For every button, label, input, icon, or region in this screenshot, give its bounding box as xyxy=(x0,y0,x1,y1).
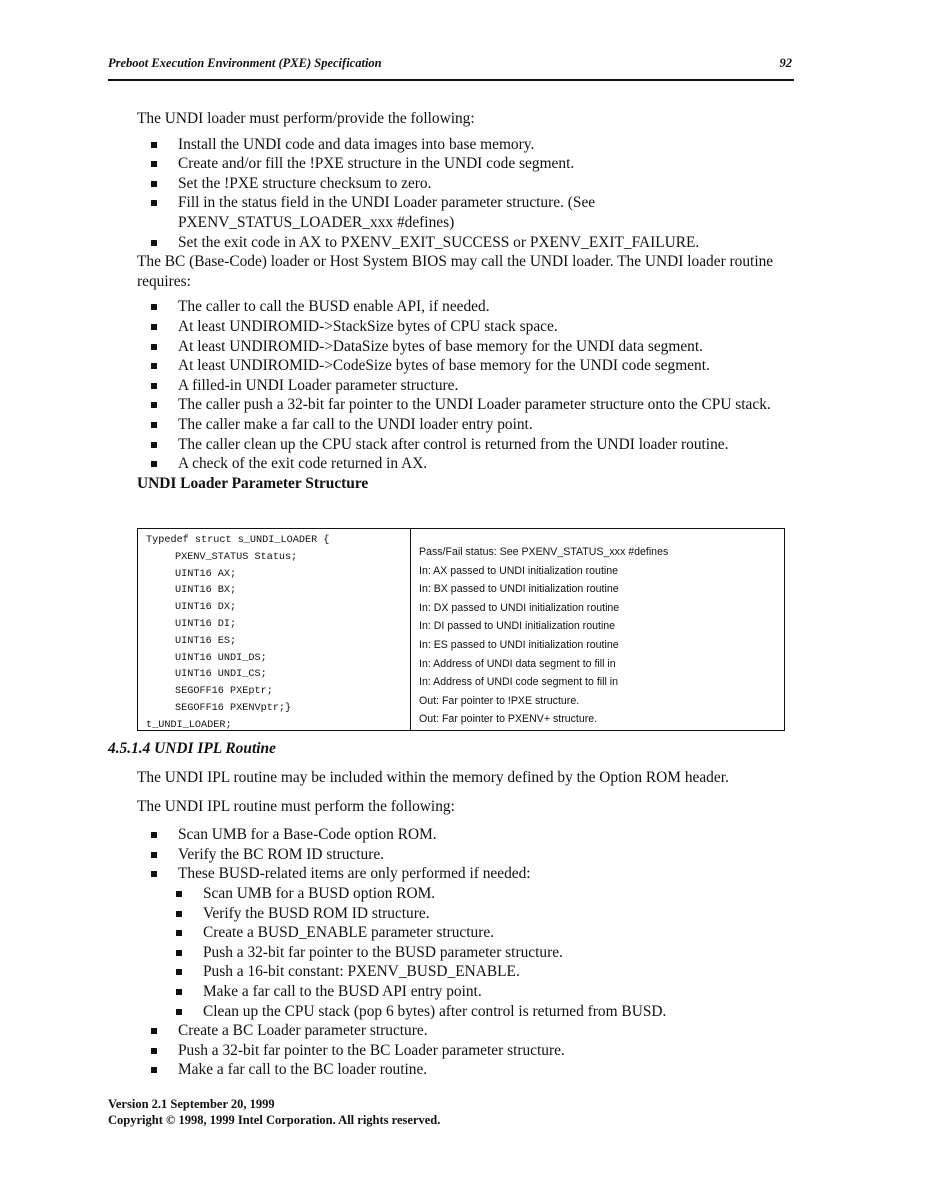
code-line: UINT16 DX; xyxy=(175,602,237,614)
desc-line: In: Address of UNDI code segment to fill in xyxy=(419,676,619,689)
list-item: Verify the BUSD ROM ID structure. xyxy=(137,904,797,924)
list-item: Scan UMB for a BUSD option ROM. xyxy=(137,884,797,904)
list-item: At least UNDIROMID->DataSize bytes of base memory for the UNDI data segment. xyxy=(137,337,787,357)
code-line: UINT16 UNDI_DS; xyxy=(175,652,267,664)
desc-line: In: DX passed to UNDI initialization routine xyxy=(419,601,620,614)
code-line: t_UNDI_LOADER; xyxy=(146,719,232,731)
desc-line: In: AX passed to UNDI initialization routine xyxy=(419,564,619,577)
struct-table xyxy=(137,528,785,731)
ipl-list-tail xyxy=(137,1021,797,1080)
list-item: Make a far call to the BC loader routine. xyxy=(137,1060,797,1080)
list-item: Set the !PXE structure checksum to zero. xyxy=(137,174,787,194)
code-line: UINT16 UNDI_CS; xyxy=(175,669,267,681)
footer-copyright: Copyright © 1998, 1999 Intel Corporation. All rights reserved. xyxy=(108,1112,441,1127)
code-line: UINT16 ES; xyxy=(175,635,237,647)
main-content xyxy=(137,109,787,493)
list-item: Create a BC Loader parameter structure. xyxy=(137,1021,797,1041)
list-item: At least UNDIROMID->CodeSize bytes of base memory for the UNDI code segment. xyxy=(137,356,787,376)
list-item: The caller push a 32-bit far pointer to the UNDI Loader parameter structure onto the CPU stack. xyxy=(137,395,787,415)
list-item: Fill in the status field in the UNDI Loader parameter structure. (See PXENV_STATUS_LOADER_xxx #defines) xyxy=(137,193,787,232)
ipl-content xyxy=(137,768,797,1080)
list-item: Push a 32-bit far pointer to the BUSD parameter structure. xyxy=(137,943,797,963)
code-line: Typedef struct s_UNDI_LOADER { xyxy=(146,535,330,546)
list-item: The caller clean up the CPU stack after control is returned from the UNDI loader routine. xyxy=(137,435,787,455)
desc-line: In: Address of UNDI data segment to fill in xyxy=(419,657,616,670)
loader-list xyxy=(137,135,787,253)
requires-list xyxy=(137,297,787,473)
list-item: Install the UNDI code and data images into base memory. xyxy=(137,135,787,155)
code-line: PXENV_STATUS Status; xyxy=(175,551,298,563)
code-line: SEGOFF16 PXEptr; xyxy=(175,686,273,698)
list-item: Create and/or fill the !PXE structure in the UNDI code segment. xyxy=(137,154,787,174)
list-item: A filled-in UNDI Loader parameter structure. xyxy=(137,376,787,396)
code-line: UINT16 AX; xyxy=(175,568,237,580)
desc-line: In: BX passed to UNDI initialization routine xyxy=(419,583,619,596)
list-item: The caller make a far call to the UNDI loader entry point. xyxy=(137,415,787,435)
list-item: Push a 32-bit far pointer to the BC Loader parameter structure. xyxy=(137,1041,797,1061)
list-item: These BUSD-related items are only performed if needed: xyxy=(137,864,797,884)
list-item: Make a far call to the BUSD API entry point. xyxy=(137,982,797,1002)
ipl-paragraph: The UNDI IPL routine may be included within the memory defined by the Option ROM header. xyxy=(137,769,729,786)
list-item: A check of the exit code returned in AX. xyxy=(137,454,787,474)
list-item: Create a BUSD_ENABLE parameter structure. xyxy=(137,923,797,943)
page-header xyxy=(108,55,794,81)
list-item: At least UNDIROMID->StackSize bytes of CPU stack space. xyxy=(137,317,787,337)
busd-sublist xyxy=(137,884,797,1021)
list-item: Set the exit code in AX to PXENV_EXIT_SUCCESS or PXENV_EXIT_FAILURE. xyxy=(137,233,787,253)
desc-line: Out: Far pointer to PXENV+ structure. xyxy=(419,713,598,726)
desc-line: Out: Far pointer to !PXE structure. xyxy=(419,694,580,707)
intro-paragraph: The UNDI loader must perform/provide the following: xyxy=(137,110,475,127)
ipl-paragraph: The UNDI IPL routine must perform the following: xyxy=(137,797,455,815)
header-title: Preboot Execution Environment (PXE) Specification xyxy=(108,56,382,70)
footer-version: Version 2.1 September 20, 1999 xyxy=(108,1097,275,1111)
code-line: UINT16 BX; xyxy=(175,585,237,597)
struct-code xyxy=(138,529,411,730)
code-line: UINT16 DI; xyxy=(175,618,237,630)
struct-descriptions xyxy=(411,529,784,730)
bc-paragraph: The BC (Base-Code) loader or Host System BIOS may call the UNDI loader. The UNDI loader routine requires: xyxy=(137,253,774,290)
section-heading: 4.5.1.4 UNDI IPL Routine xyxy=(108,740,276,757)
ipl-list xyxy=(137,825,797,884)
page-number: 92 xyxy=(779,56,792,70)
list-item: Scan UMB for a Base-Code option ROM. xyxy=(137,825,797,845)
list-item: Clean up the CPU stack (pop 6 bytes) after control is returned from BUSD. xyxy=(137,1002,797,1022)
desc-line: Pass/Fail status: See PXENV_STATUS_xxx #defines xyxy=(419,546,669,558)
list-item: The caller to call the BUSD enable API, if needed. xyxy=(137,297,787,317)
struct-heading: UNDI Loader Parameter Structure xyxy=(137,474,369,492)
page-footer xyxy=(108,1097,440,1128)
list-item: Push a 16-bit constant: PXENV_BUSD_ENABLE. xyxy=(137,962,797,982)
list-item: Verify the BC ROM ID structure. xyxy=(137,845,797,865)
desc-line: In: ES passed to UNDI initialization routine xyxy=(419,638,619,651)
desc-line: In: DI passed to UNDI initialization routine xyxy=(419,620,616,633)
code-line: SEGOFF16 PXENVptr;} xyxy=(175,702,292,714)
